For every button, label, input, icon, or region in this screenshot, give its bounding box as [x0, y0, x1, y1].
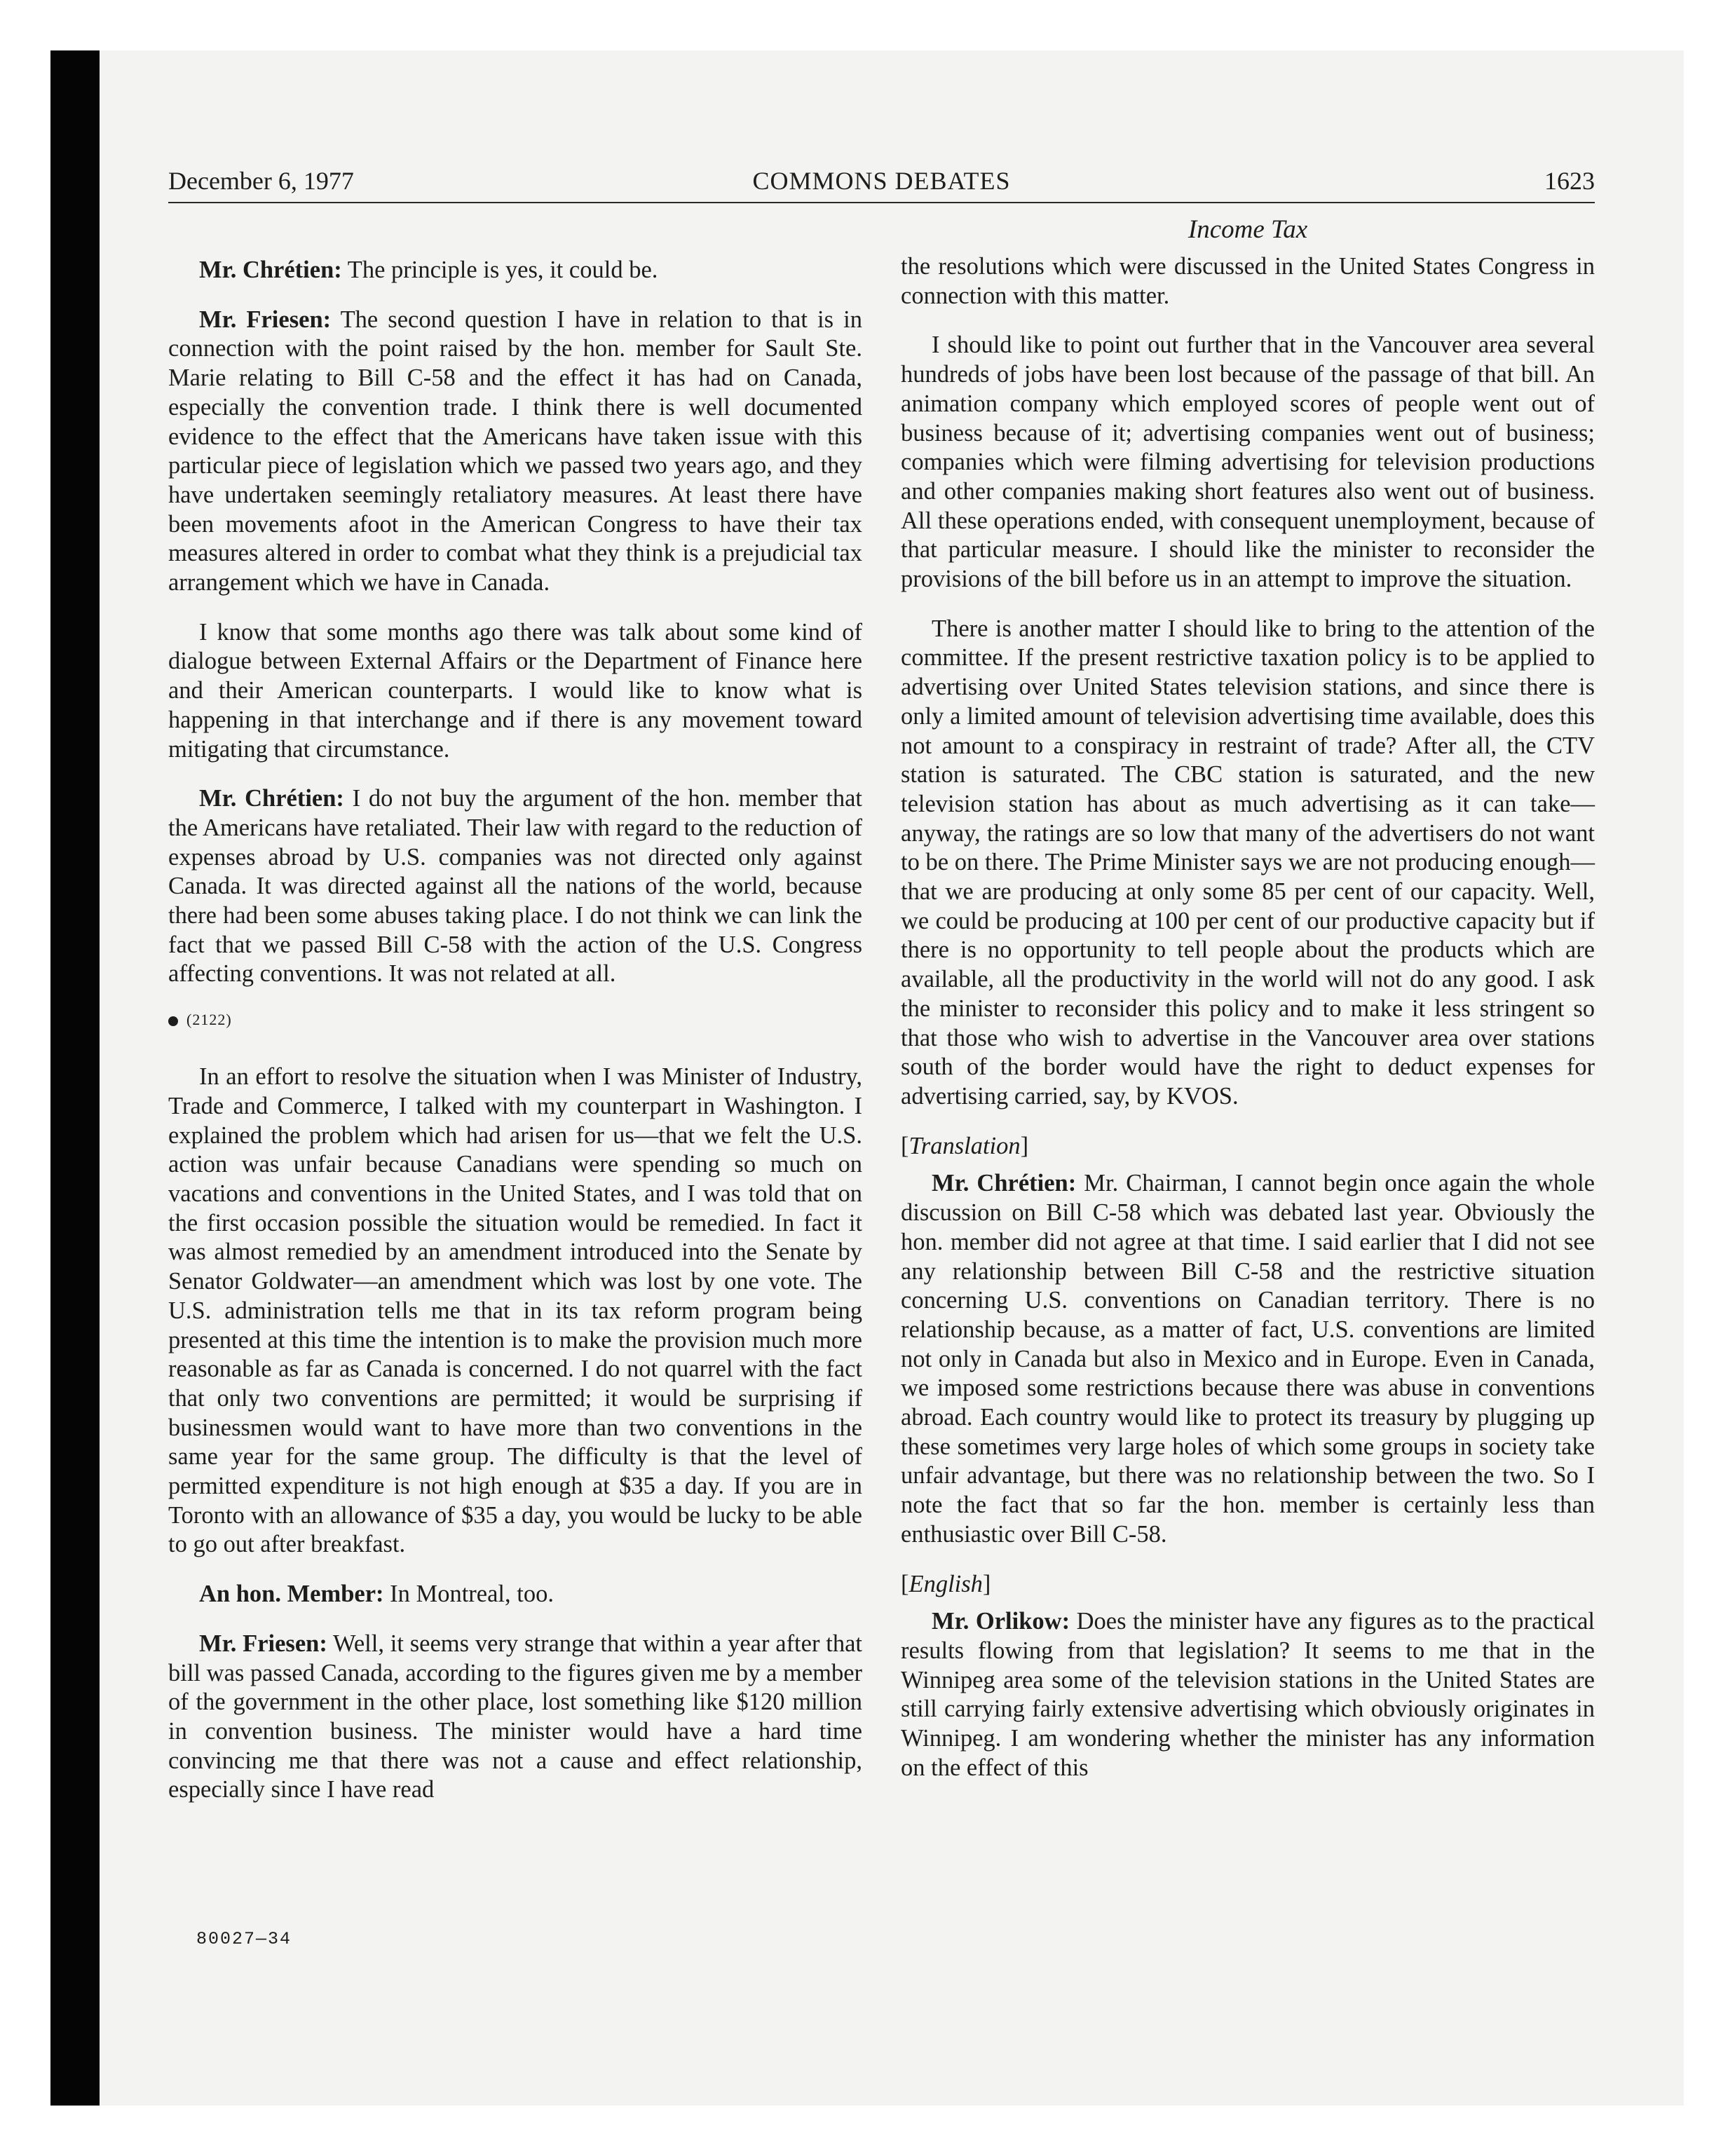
- speech-paragraph: In an effort to resolve the situation when I was Minister of Industry, Trade and Commerce, I talked with my counterpart in Washington. I explained the problem which had arisen for us—that we felt the U.S. action was unfair because Canadians were spending so much on vacations and conventions in the United States, and I was told that on the first occasion possible the situation would be remedied. In fact it was almost remedied by an amendment introduced into the Senate by Senator Goldwater—an amendment which was lost by one vote. The U.S. administration tells me that in its tax reform program being presented at this time the intention is to make the provision much more reasonable as far as Canada is concerned. I do not quarrel with the fact that only two conventions are permitted; it would be surprising if businessmen would want to have more than two conventions in the same year for the same group. The difficulty is that the level of permitted expenditure is not high enough at $35 a day. If you are in Toronto with an allowance of $35 a day, you would be lucky to be able to go out after breakfast.: [168, 1063, 862, 1558]
- speaker-name: Mr. Friesen:: [199, 306, 332, 333]
- speaker-name: Mr. Chrétien:: [199, 785, 344, 812]
- speech-paragraph: [901, 1607, 1595, 1782]
- speech-paragraph: [168, 1630, 862, 1805]
- speaker-name: Mr. Friesen:: [199, 1630, 327, 1657]
- right-column: [901, 252, 1595, 1803]
- language-tag-english: [English]: [901, 1570, 991, 1597]
- speech-paragraph: the resolutions which were discussed in the United States Congress in connection with this matter.: [901, 253, 1595, 309]
- header-date: December 6, 1977: [168, 167, 354, 195]
- left-column: [168, 256, 862, 1825]
- speech-paragraph: [901, 1169, 1595, 1549]
- running-header: [168, 161, 1595, 203]
- header-page-number: 1623: [1544, 167, 1595, 195]
- speech-text: Does the minister have any figures as to the practical results flowing from that legislation? It seems to me that in the Winnipeg area some of the television stations in the United States are still carrying fairly extensive advertising which obviously originates in Winnipeg. I am wondering whether the minister has any information on the effect of this: [901, 1608, 1595, 1781]
- speech-paragraph: I know that some months ago there was talk about some kind of dialogue between External Affairs or the Department of Finance here and their American counterparts. I would like to know what is happening in that interchange and if there is any movement toward mitigating that circumstance.: [168, 618, 862, 763]
- footer-print-code: 80027—34: [196, 1929, 292, 1949]
- translation-tag-text: Translation: [909, 1132, 1021, 1159]
- speech-paragraph: [168, 306, 862, 598]
- speaker-name: Mr. Chrétien:: [932, 1170, 1077, 1197]
- speech-paragraph: [168, 256, 862, 285]
- speech-paragraph: [168, 1580, 862, 1609]
- time-marker: [168, 1009, 862, 1030]
- section-title: Income Tax: [1188, 215, 1308, 244]
- bullet-icon: [168, 1016, 178, 1026]
- language-tag-translation: [Translation]: [901, 1132, 1029, 1159]
- time-marker-text: (2122): [186, 1011, 232, 1029]
- speech-paragraph: There is another matter I should like to bring to the attention of the committee. If the present restrictive taxation policy is to be applied to advertising over United States television stations, and since there is only a limited amount of television advertising time available, does this not amount to a conspiracy in restraint of trade? After all, the CTV station is saturated. The CBC station is saturated, and the new television station has about as much advertising as it can take—anyway, the ratings are so low that many of the advertisers do not want to be on there. The Prime Minister says we are not producing enough—that we are producing at only some 85 per cent of our capacity. Well, we could be producing at 100 per cent of our productive capacity but if there is no opportunity to tell people about the products which are available, all the productivity in the world will not do any good. I ask the minister to reconsider this policy and to make it less stringent so that those who wish to advertise in the Vancouver area over stations south of the border would have the right to deduct expenses for advertising carried, say, by KVOS.: [901, 615, 1595, 1110]
- speech-text: In Montreal, too.: [383, 1581, 554, 1608]
- speaker-name: An hon. Member:: [199, 1581, 384, 1608]
- speech-text: Mr. Chairman, I cannot begin once again the whole discussion on Bill C-58 which was debated last year. Obviously the hon. member did not agree at that time. I said earlier that I did not see any relationship between Bill C-58 and the restrictive situation concerning U.S. conventions on Canadian territory. There is no relationship because, as a matter of fact, U.S. conventions are limited not only in Canada but also in Mexico and in Europe. Even in Canada, we imposed some restrictions because there was abuse in conventions abroad. Each country would like to protect its treasury by plugging up these sometimes very large holes of which some groups in society take unfair advantage, but there was no relationship between the two. So I note the fact that so far the hon. member is certainly less than enthusiastic over Bill C-58.: [901, 1170, 1595, 1548]
- speech-paragraph: [168, 784, 862, 989]
- header-publication: COMMONS DEBATES: [752, 167, 1011, 195]
- speech-text: I do not buy the argument of the hon. member that the Americans have retaliated. Their law with regard to the reduction of expenses abroad by U.S. companies was not directed only against Canada. It was directed against all the nations of the world, because there had been some abuses taking place. I do not think we can link the fact that we passed Bill C-58 with the action of the U.S. Congress affecting conventions. It was not related at all.: [168, 785, 863, 988]
- speech-text: The principle is yes, it could be.: [341, 257, 658, 283]
- speech-text: Well, it seems very strange that within a year after that bill was passed Canada, according to the figures given me by a member of the government in the other place, lost something like $120 million in convention business. The minister would have a hard time convincing me that there was not a cause and effect relationship, especially since I have read: [168, 1630, 862, 1803]
- speech-text: The second question I have in relation to that is in connection with the point raised by the hon. member for Sault Ste. Marie relating to Bill C-58 and the effect it has had on Canada, especially the convention trade. I think there is well documented evidence to the effect that the Americans have taken issue with this particular piece of legislation which we passed two years ago, and they have undertaken seemingly retaliatory measures. At least there have been movements afoot in the American Congress to have their tax measures altered in order to combat what they think is a prejudicial tax arrangement which we have in Canada.: [168, 306, 862, 596]
- binding-edge-strip: [50, 50, 100, 2106]
- english-tag-text: English: [909, 1570, 983, 1597]
- speaker-name: Mr. Chrétien:: [199, 257, 342, 283]
- speech-paragraph: I should like to point out further that in the Vancouver area several hundreds of jobs have been lost because of the passage of that bill. An animation company which employed scores of people went out of business because of it; advertising companies went out of business; companies which were filming advertising for television productions and other companies making short features also went out of business. All these operations ended, with consequent unemployment, because of that particular measure. I should like the minister to reconsider the provisions of the bill before us in an attempt to improve the situation.: [901, 332, 1595, 593]
- speaker-name: Mr. Orlikow:: [932, 1608, 1070, 1635]
- hansard-page: [168, 161, 1595, 2054]
